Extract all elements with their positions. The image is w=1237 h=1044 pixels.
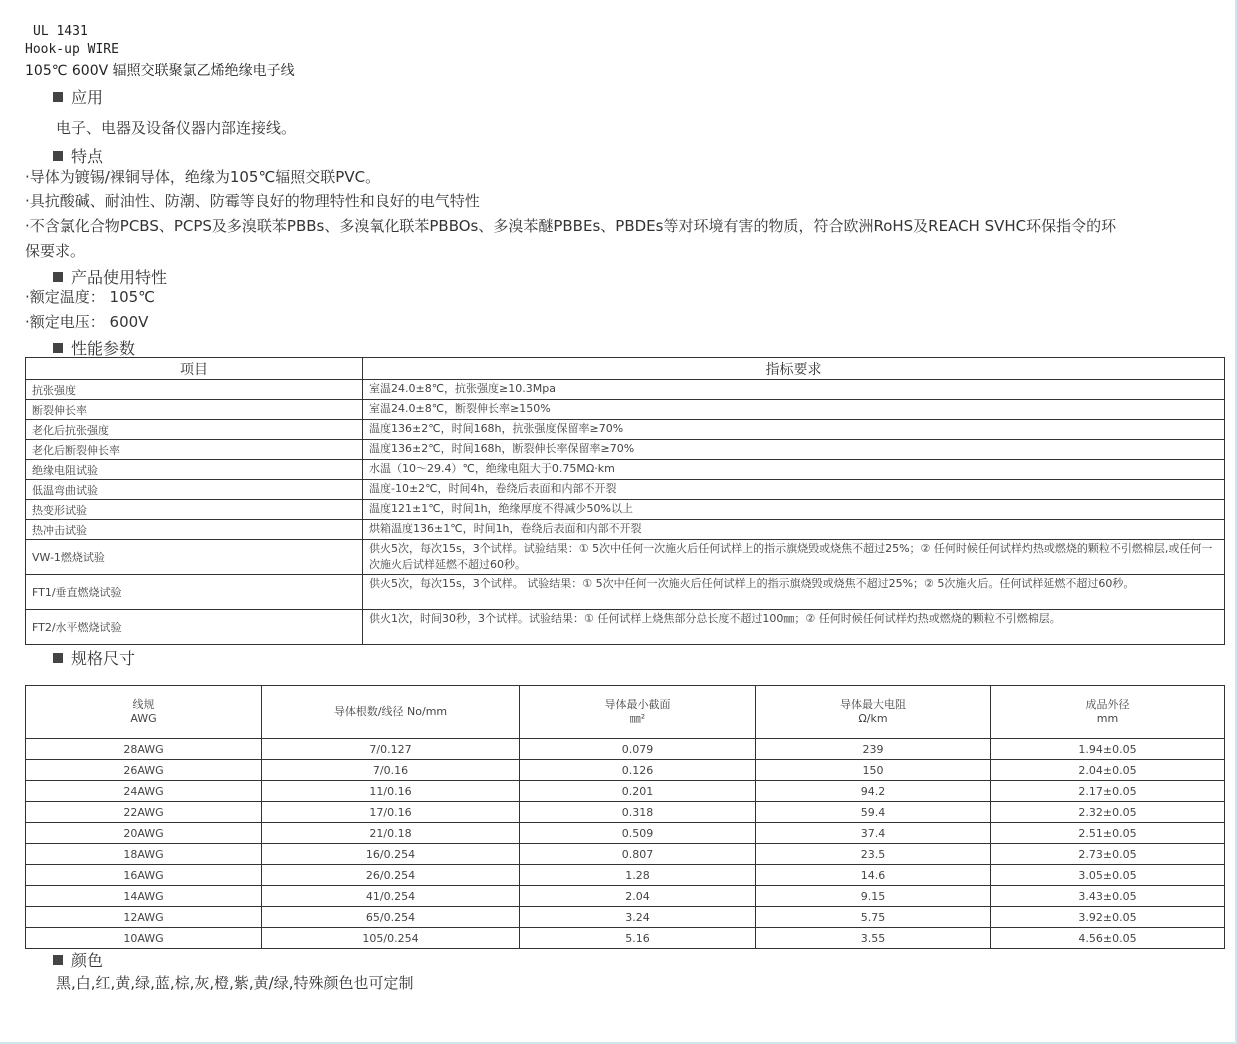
cell-max-resistance: 3.55 <box>756 928 991 949</box>
square-bullet-icon <box>53 151 63 161</box>
cell-item: 热变形试验 <box>26 500 363 520</box>
cell-min-section: 0.807 <box>520 844 756 865</box>
square-bullet-icon <box>53 955 63 965</box>
cell-awg: 26AWG <box>26 760 262 781</box>
cell-requirement: 供火5次，每次15s，3个试样。 试验结果：① 5次中任何一次施火后任何试样上的指示旗烧毁或烧焦不超过25%；② 5次施火后。任何试样延燃不超过60秒。 <box>363 575 1225 610</box>
cell-min-section: 5.16 <box>520 928 756 949</box>
cell-awg: 28AWG <box>26 739 262 760</box>
cell-requirement: 烘箱温度136±1℃，时间1h，卷绕后表面和内部不开裂 <box>363 520 1225 540</box>
table-row <box>26 500 1225 520</box>
cell-min-section: 0.509 <box>520 823 756 844</box>
table-row <box>26 575 1225 610</box>
cell-min-section: 3.24 <box>520 907 756 928</box>
header-item: 项目 <box>26 358 363 380</box>
cell-requirement: 供火1次，时间30秒，3个试样。试验结果：① 任何试样上烧焦部分总长度不超过100㎜；② 任何时候任何试样灼热或燃烧的颗粒不引燃棉层。 <box>363 610 1225 645</box>
section-features-title: 特点 <box>53 144 103 167</box>
feature-item-2: ·具抗酸碱、耐油性、防潮、防霉等良好的物理特性和良好的电气特性 <box>25 192 480 210</box>
cell-awg: 24AWG <box>26 781 262 802</box>
cell-requirement: 温度121±1℃，时间1h，绝缘厚度不得减少50%以上 <box>363 500 1225 520</box>
product-description: 105℃ 600V 辐照交联聚氯乙烯绝缘电子线 <box>25 63 295 79</box>
table-row <box>26 460 1225 480</box>
cell-strands: 17/0.16 <box>262 802 520 823</box>
header-awg <box>26 686 262 739</box>
section-usage-title: 产品使用特性 <box>53 265 167 288</box>
cell-outer-diameter: 4.56±0.05 <box>991 928 1225 949</box>
product-type: Hook-up WIRE <box>25 42 119 57</box>
cell-requirement: 温度136±2℃，时间168h，断裂伸长率保留率≥70% <box>363 440 1225 460</box>
cell-requirement: 水温（10～29.4）℃，绝缘电阻大于0.75MΩ·km <box>363 460 1225 480</box>
cell-item: 老化后抗张强度 <box>26 420 363 440</box>
header-max-resistance <box>756 686 991 739</box>
cell-awg: 10AWG <box>26 928 262 949</box>
table-row <box>26 907 1225 928</box>
cell-min-section: 0.079 <box>520 739 756 760</box>
cell-item: 断裂伸长率 <box>26 400 363 420</box>
cell-awg: 22AWG <box>26 802 262 823</box>
cell-max-resistance: 5.75 <box>756 907 991 928</box>
table-row <box>26 540 1225 575</box>
square-bullet-icon <box>53 92 63 102</box>
cell-max-resistance: 23.5 <box>756 844 991 865</box>
cell-awg: 12AWG <box>26 907 262 928</box>
usage-rated-voltage: ·额定电压： 600V <box>25 313 149 331</box>
application-text: 电子、电器及设备仪器内部连接线。 <box>56 119 297 137</box>
cell-strands: 16/0.254 <box>262 844 520 865</box>
cell-awg: 20AWG <box>26 823 262 844</box>
cell-strands: 105/0.254 <box>262 928 520 949</box>
cell-item: 老化后断裂伸长率 <box>26 440 363 460</box>
cell-item: 低温弯曲试验 <box>26 480 363 500</box>
header-outer-diameter <box>991 686 1225 739</box>
cell-min-section: 0.201 <box>520 781 756 802</box>
cell-max-resistance: 59.4 <box>756 802 991 823</box>
cell-outer-diameter: 3.43±0.05 <box>991 886 1225 907</box>
cell-item: 抗张强度 <box>26 380 363 400</box>
table-header-row <box>26 686 1225 739</box>
cell-min-section: 0.318 <box>520 802 756 823</box>
cell-requirement: 温度136±2℃，时间168h，抗张强度保留率≥70% <box>363 420 1225 440</box>
section-application-title: 应用 <box>53 85 103 108</box>
table-row <box>26 844 1225 865</box>
cell-awg: 16AWG <box>26 865 262 886</box>
cell-min-section: 0.126 <box>520 760 756 781</box>
table-row <box>26 420 1225 440</box>
square-bullet-icon <box>53 272 63 282</box>
cell-outer-diameter: 3.92±0.05 <box>991 907 1225 928</box>
cell-min-section: 1.28 <box>520 865 756 886</box>
cell-outer-diameter: 1.94±0.05 <box>991 739 1225 760</box>
feature-item-1: ·导体为镀锡/裸铜导体，绝缘为105℃辐照交联PVC。 <box>25 168 381 186</box>
cell-max-resistance: 9.15 <box>756 886 991 907</box>
cell-outer-diameter: 3.05±0.05 <box>991 865 1225 886</box>
section-spec-title: 规格尺寸 <box>53 646 135 669</box>
header-outer-diameter-label: 成品外径 <box>1085 698 1130 711</box>
cell-max-resistance: 239 <box>756 739 991 760</box>
cell-outer-diameter: 2.04±0.05 <box>991 760 1225 781</box>
cell-outer-diameter: 2.17±0.05 <box>991 781 1225 802</box>
spec-table <box>25 685 1225 949</box>
cell-min-section: 2.04 <box>520 886 756 907</box>
header-max-resistance-label: 导体最大电阻 <box>840 698 906 711</box>
header-min-section-label: 导体最小截面 <box>604 698 671 711</box>
cell-requirement: 温度-10±2℃，时间4h，卷绕后表面和内部不开裂 <box>363 480 1225 500</box>
table-row <box>26 739 1225 760</box>
header-strands <box>262 686 520 739</box>
cell-strands: 11/0.16 <box>262 781 520 802</box>
usage-rated-temperature: ·额定温度： 105℃ <box>25 288 156 306</box>
cell-item: 热冲击试验 <box>26 520 363 540</box>
cell-max-resistance: 150 <box>756 760 991 781</box>
cell-awg: 18AWG <box>26 844 262 865</box>
table-row <box>26 886 1225 907</box>
cell-max-resistance: 37.4 <box>756 823 991 844</box>
section-colors-title: 颜色 <box>53 948 103 971</box>
table-row <box>26 610 1225 645</box>
header-outer-diameter-unit: mm <box>1096 712 1119 725</box>
header-min-section <box>520 686 756 739</box>
header-requirement: 指标要求 <box>363 358 1225 380</box>
cell-strands: 21/0.18 <box>262 823 520 844</box>
cell-item: FT2/水平燃烧试验 <box>26 610 363 645</box>
header-strands-label: 导体根数/线径 No/mm <box>333 705 448 718</box>
cell-strands: 41/0.254 <box>262 886 520 907</box>
cell-awg: 14AWG <box>26 886 262 907</box>
table-row <box>26 480 1225 500</box>
cell-requirement: 室温24.0±8℃，断裂伸长率≥150% <box>363 400 1225 420</box>
header-max-resistance-unit: Ω/km <box>858 712 888 725</box>
product-code: UL 1431 <box>33 24 88 39</box>
table-row <box>26 802 1225 823</box>
table-row <box>26 380 1225 400</box>
performance-table <box>25 357 1225 645</box>
header-awg-label: 线规 <box>132 698 155 711</box>
cell-outer-diameter: 2.73±0.05 <box>991 844 1225 865</box>
table-row <box>26 400 1225 420</box>
cell-item: FT1/垂直燃烧试验 <box>26 575 363 610</box>
table-row <box>26 520 1225 540</box>
table-row <box>26 781 1225 802</box>
cell-requirement: 室温24.0±8℃，抗张强度≥10.3Mpa <box>363 380 1225 400</box>
cell-max-resistance: 14.6 <box>756 865 991 886</box>
feature-item-4: 保要求。 <box>25 242 86 260</box>
table-row <box>26 760 1225 781</box>
section-performance-title: 性能参数 <box>53 336 135 359</box>
header-awg-unit: AWG <box>130 712 157 725</box>
table-row <box>26 823 1225 844</box>
table-row <box>26 865 1225 886</box>
feature-item-3: ·不含氯化合物PCBS、PCPS及多溴联苯PBBs、多溴氧化联苯PBBOs、多溴苯醚PBBEs、PBDEs等对环境有害的物质，符合欧洲RoHS及REACH SVHC环保指令的环 <box>25 217 1117 235</box>
cell-strands: 7/0.16 <box>262 760 520 781</box>
cell-strands: 65/0.254 <box>262 907 520 928</box>
cell-strands: 26/0.254 <box>262 865 520 886</box>
cell-outer-diameter: 2.32±0.05 <box>991 802 1225 823</box>
cell-strands: 7/0.127 <box>262 739 520 760</box>
table-header-row <box>26 358 1225 380</box>
cell-item: 绝缘电阻试验 <box>26 460 363 480</box>
cell-item: VW-1燃烧试验 <box>26 540 363 575</box>
square-bullet-icon <box>53 653 63 663</box>
table-row <box>26 440 1225 460</box>
cell-max-resistance: 94.2 <box>756 781 991 802</box>
colors-text: 黑,白,红,黄,绿,蓝,棕,灰,橙,紫,黄/绿,特殊颜色也可定制 <box>56 974 414 992</box>
square-bullet-icon <box>53 343 63 353</box>
cell-outer-diameter: 2.51±0.05 <box>991 823 1225 844</box>
table-row <box>26 928 1225 949</box>
header-min-section-unit: ㎜² <box>629 712 646 725</box>
cell-requirement: 供火5次，每次15s，3个试样。试验结果：① 5次中任何一次施火后任何试样上的指示旗烧毁或烧焦不超过25%；② 任何时候任何试样灼热或燃烧的颗粒不引燃棉层,或任何一次施火后试样延燃不超过60秒。 <box>363 540 1225 575</box>
